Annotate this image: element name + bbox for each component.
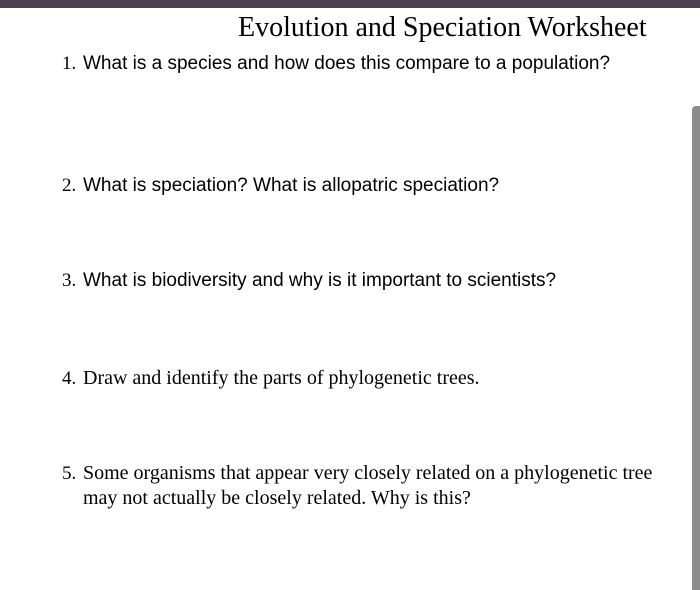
question-1 bbox=[62, 51, 662, 76]
question-text: What is a species and how does this compare to a population? bbox=[83, 53, 611, 74]
question-5 bbox=[62, 461, 662, 511]
top-window-bar bbox=[0, 0, 700, 8]
question-text: Some organisms that appear very closely related on a phylogenetic tree may not actually be closely related. Why is this? bbox=[83, 462, 653, 509]
question-number: 5. bbox=[62, 463, 77, 484]
question-4 bbox=[62, 366, 662, 391]
question-text: What is speciation? What is allopatric speciation? bbox=[83, 175, 500, 196]
worksheet-title: Evolution and Speciation Worksheet bbox=[238, 12, 647, 43]
question-3 bbox=[62, 268, 662, 293]
question-2 bbox=[62, 173, 662, 198]
vertical-scrollbar[interactable] bbox=[692, 106, 700, 590]
question-number: 1. bbox=[62, 53, 77, 74]
question-text: What is biodiversity and why is it important to scientists? bbox=[83, 270, 557, 291]
question-number: 3. bbox=[62, 270, 77, 291]
question-number: 2. bbox=[62, 175, 77, 196]
question-number: 4. bbox=[62, 368, 77, 389]
question-text: Draw and identify the parts of phylogenetic trees. bbox=[83, 367, 480, 389]
